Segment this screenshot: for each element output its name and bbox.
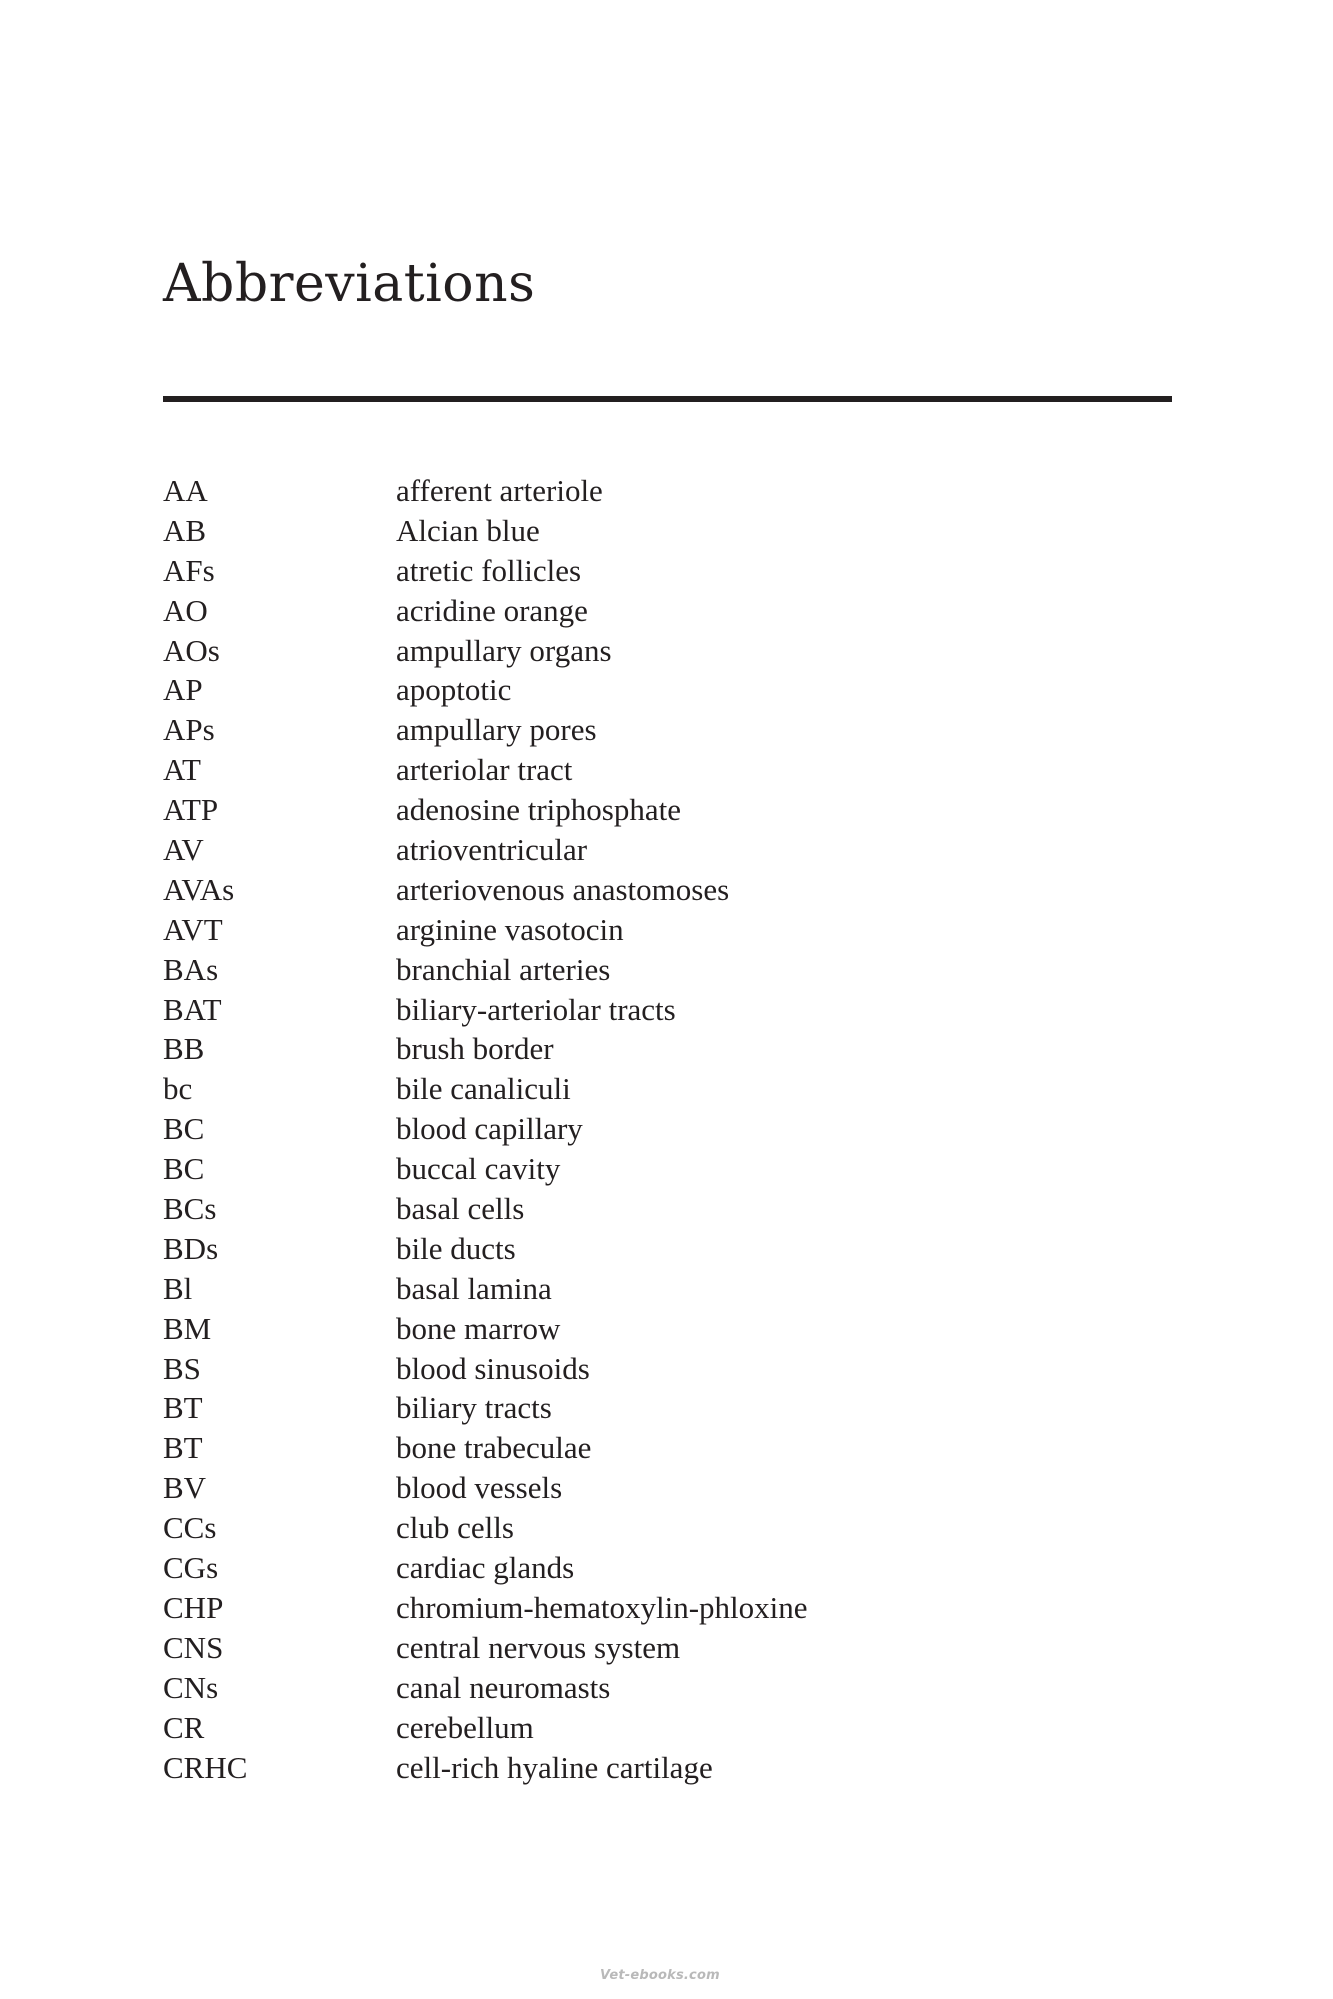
abbreviation-entry: [163, 1349, 808, 1389]
abbreviation-definition: bile ducts: [396, 1230, 516, 1266]
abbreviation-entry: [163, 631, 808, 671]
abbreviation-entry: [163, 870, 808, 910]
page-title: Abbreviations: [163, 254, 536, 314]
abbreviation-definition: biliary tracts: [396, 1390, 552, 1426]
abbreviation-term: bc: [163, 1071, 193, 1107]
abbreviation-entry: [163, 1269, 808, 1309]
abbreviation-term: CNS: [163, 1629, 224, 1665]
abbreviation-definition: atretic follicles: [396, 552, 582, 588]
abbreviation-definition: buccal cavity: [396, 1151, 561, 1187]
title-divider: [163, 396, 1172, 402]
abbreviation-definition: bone marrow: [396, 1310, 561, 1346]
abbreviation-entry: [163, 1548, 808, 1588]
abbreviation-definition: ampullary organs: [396, 632, 612, 668]
abbreviation-entry: [163, 950, 808, 990]
abbreviation-entry: [163, 1189, 808, 1229]
abbreviation-entry: [163, 1309, 808, 1349]
abbreviation-term: BDs: [163, 1230, 219, 1266]
abbreviation-term: AVT: [163, 911, 223, 947]
abbreviation-term: BAs: [163, 951, 219, 987]
abbreviation-definition: blood vessels: [396, 1470, 563, 1506]
abbreviation-definition: basal lamina: [396, 1270, 552, 1306]
abbreviation-definition: ampullary pores: [396, 712, 597, 748]
abbreviation-term: ATP: [163, 792, 219, 828]
abbreviation-definition: adenosine triphosphate: [396, 792, 681, 828]
abbreviation-definition: afferent arteriole: [396, 473, 603, 508]
abbreviation-term: BC: [163, 1151, 205, 1187]
abbreviation-term: CGs: [163, 1550, 219, 1586]
abbreviation-definition: chromium-hematoxylin-phloxine: [396, 1589, 808, 1625]
abbreviation-definition: bile canaliculi: [396, 1071, 571, 1107]
abbreviation-definition: central nervous system: [396, 1629, 681, 1665]
abbreviation-entry: [163, 1468, 808, 1508]
abbreviation-definition: cardiac glands: [396, 1550, 575, 1586]
abbreviation-definition: atrioventricular: [396, 832, 588, 868]
abbreviation-term: CNs: [163, 1669, 219, 1705]
abbreviation-definition: blood capillary: [396, 1111, 583, 1147]
abbreviation-entry: [163, 591, 808, 631]
abbreviation-term: BB: [163, 1031, 205, 1067]
abbreviation-entry: [163, 910, 808, 950]
abbreviation-term: AP: [163, 672, 203, 708]
abbreviation-entry: [163, 1388, 808, 1428]
abbreviation-term: BV: [163, 1470, 207, 1506]
abbreviation-definition: arteriolar tract: [396, 752, 573, 788]
abbreviation-entry: [163, 1109, 808, 1149]
abbreviation-term: BT: [163, 1390, 203, 1426]
abbreviation-list: [163, 471, 808, 1787]
abbreviation-definition: canal neuromasts: [396, 1669, 611, 1705]
abbreviation-term: AA: [163, 473, 208, 508]
abbreviation-term: AT: [163, 752, 201, 788]
abbreviation-definition: arteriovenous anastomoses: [396, 871, 730, 907]
abbreviation-term: CRHC: [163, 1749, 248, 1785]
abbreviation-term: AB: [163, 512, 207, 548]
abbreviation-term: BCs: [163, 1191, 217, 1227]
abbreviation-term: CR: [163, 1709, 205, 1745]
abbreviation-entry: [163, 1668, 808, 1708]
abbreviation-entry: [163, 750, 808, 790]
abbreviation-entry: [163, 670, 808, 710]
abbreviation-definition: cell-rich hyaline cartilage: [396, 1749, 713, 1785]
abbreviation-term: Bl: [163, 1270, 193, 1306]
abbreviation-entry: [163, 1588, 808, 1628]
abbreviation-entry: [163, 1069, 808, 1109]
abbreviation-entry: [163, 471, 808, 511]
abbreviation-term: AV: [163, 832, 204, 868]
abbreviation-term: APs: [163, 712, 215, 748]
abbreviation-definition: acridine orange: [396, 592, 588, 628]
abbreviation-definition: arginine vasotocin: [396, 911, 624, 947]
abbreviation-term: AFs: [163, 552, 215, 588]
abbreviation-entry: [163, 830, 808, 870]
abbreviation-definition: brush border: [396, 1031, 554, 1067]
abbreviation-term: CHP: [163, 1589, 224, 1625]
abbreviation-entry: [163, 1029, 808, 1069]
abbreviation-entry: [163, 990, 808, 1030]
abbreviation-term: BT: [163, 1430, 203, 1466]
abbreviation-definition: club cells: [396, 1510, 514, 1546]
abbreviation-definition: apoptotic: [396, 672, 512, 708]
watermark-logo: Vet-ebooks.com: [600, 1968, 720, 1983]
abbreviation-definition: bone trabeculae: [396, 1430, 592, 1466]
abbreviation-entry: [163, 1628, 808, 1668]
abbreviation-entry: [163, 511, 808, 551]
abbreviation-term: BS: [163, 1350, 201, 1386]
abbreviation-entry: [163, 1508, 808, 1548]
abbreviation-entry: [163, 1428, 808, 1468]
abbreviation-entry: [163, 1149, 808, 1189]
abbreviation-term: AO: [163, 592, 208, 628]
abbreviation-definition: Alcian blue: [396, 512, 540, 548]
abbreviation-definition: biliary-arteriolar tracts: [396, 991, 676, 1027]
abbreviation-term: AVAs: [163, 871, 235, 907]
abbreviation-entry: [163, 790, 808, 830]
abbreviation-definition: basal cells: [396, 1191, 525, 1227]
abbreviation-entry: [163, 710, 808, 750]
abbreviation-definition: blood sinusoids: [396, 1350, 590, 1386]
abbreviation-term: AOs: [163, 632, 220, 668]
abbreviation-definition: branchial arteries: [396, 951, 611, 987]
abbreviation-entry: [163, 1748, 808, 1788]
abbreviation-entry: [163, 551, 808, 591]
abbreviation-term: BAT: [163, 991, 222, 1027]
abbreviation-entry: [163, 1708, 808, 1748]
abbreviation-term: BM: [163, 1310, 212, 1346]
abbreviation-term: BC: [163, 1111, 205, 1147]
abbreviation-definition: cerebellum: [396, 1709, 534, 1745]
abbreviation-term: CCs: [163, 1510, 217, 1546]
abbreviation-entry: [163, 1229, 808, 1269]
